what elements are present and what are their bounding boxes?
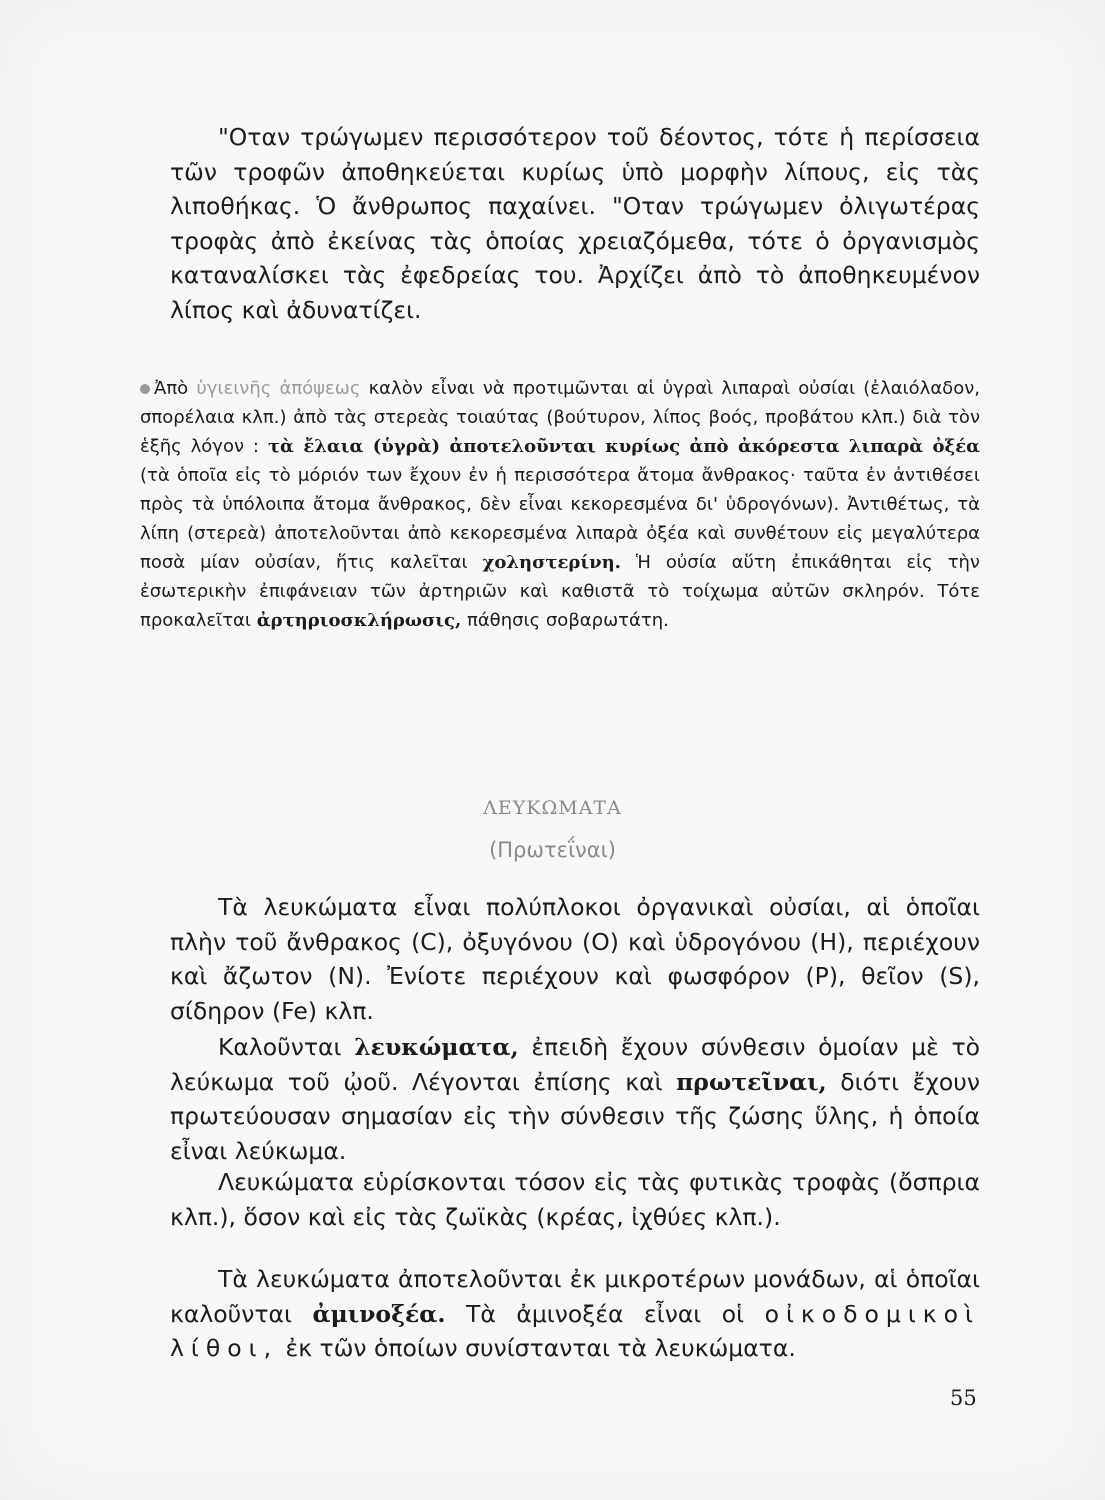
paragraph-3-text: Τὰ λευκώματα εἶναι πολύπλοκοι ὀργανικαὶ οὐσίαι, αἱ ὁποῖαι πλὴν τοῦ ἄνθρακος (C), ὀξυγόνου (O) καὶ ὑδρογόνου (H), περιέχουν καὶ ἄζωτον (N). Ἐνίοτε περιέχουν καὶ φωσφόρον (P), θεῖον (S), σίδηρον (Fe) κλπ. — [170, 893, 980, 1025]
section-subtitle: (Πρωτεΐναι) — [489, 838, 616, 862]
paragraph-4-part2: ἐπειδὴ ἔχουν σύνθεσιν ὁμοίαν μὲ τὸ λεύκωμα τοῦ ᾠοῦ. Λέγονται ἐπίσης καὶ — [170, 1033, 980, 1096]
paragraph-6-part1: Τὰ λευκώματα ἀποτελοῦνται ἐκ μικροτέρων μονάδων, αἱ ὁποῖαι καλοῦνται — [170, 1265, 980, 1328]
paragraph-1-text: "Οταν τρώγωμεν περισσότερον τοῦ δέοντος, τότε ἡ περίσσεια τῶν τροφῶν ἀποθηκεύεται κυρίως ὑπὸ μορφὴν λίπους, εἰς τὰς λιποθήκας. Ὁ ἄνθρωπος παχαίνει. "Οταν τρώγωμεν ὀλιγωτέρας τροφὰς ἀπὸ ἐκείνας τὰς ὁποίας χρειαζόμεθα, τότε ὁ ὀργανισμὸς καταναλίσκει τὰς ἐφεδρείας του. Ἀρχίζει ἀπὸ τὸ ἀποθηκευμένον λίπος καὶ ἀδυνατίζει. — [170, 123, 980, 324]
paragraph-6-bold1: ἀμινοξέα. — [312, 1299, 446, 1328]
paragraph-4-part1: Καλοῦνται — [218, 1033, 342, 1061]
paragraph-text — [170, 890, 980, 1028]
paragraph-text — [140, 374, 980, 635]
paragraph-2-lead-faint: ὑγιεινῆς ἀπόψεως — [196, 378, 361, 399]
section-title: ΛΕΥΚΩΜΑΤΑ — [483, 797, 622, 819]
paragraph-amino-acids — [170, 1262, 980, 1366]
paragraph-6-part2: Τὰ ἀμινοξέα εἶναι οἱ — [466, 1299, 745, 1328]
paragraph-2-part1: καλὸν εἶναι νὰ προτιμῶνται αἱ ὑγραὶ λιπαραὶ οὐσίαι (ἐλαιόλαδον, σπορέλαια κλπ.) ἀπὸ τὰς στερεὰς τοιαύτας (βούτυρον, λίπος βοός, προβάτου κλπ.) διὰ τὸν ἑξῆς λόγον : — [140, 378, 980, 457]
paragraph-4-part3: διότι ἔχουν πρωτεύουσαν σημασίαν εἰς τὴν σύνθεσιν τῆς ζώσης ὕλης, ἡ ὁποία εἶναι λεύκωμα. — [170, 1067, 981, 1165]
paragraph-protein-naming — [170, 1030, 980, 1168]
paragraph-2-bold1: τὰ ἔλαια (ὑγρὰ) ἀποτελοῦνται κυρίως ἀπὸ ἀκόρεστα λιπαρὰ ὀξέα — [267, 436, 981, 457]
paragraph-2-part2: (τὰ ὁποῖα εἰς τὸ μόριόν των ἔχουν ἐν ἡ περισσότερα ἄτομα ἄνθρακος· ταῦτα ἐν ἀντιθέσει πρὸς τὰ ὑπόλοιπα ἄτομα ἄνθρακος, δὲν εἶναι κεκορεσμένα δι' ὑδρογόνων). Ἀντιθέτως, τὰ λίπη (στερεὰ) ἀποτελοῦνται ἀπὸ κεκορεσμένα λιπαρὰ ὀξέα καὶ συνθέτουν εἰς μεγαλύτερα ποσὰ μίαν οὐσίαν, ἥτις καλεῖται — [140, 465, 980, 573]
paragraph-protein-sources — [170, 1165, 980, 1234]
paragraph-text — [170, 1262, 980, 1366]
paragraph-2-lead: Ἀπὸ — [154, 378, 189, 399]
paragraph-4-bold1: λευκώματα, — [354, 1033, 519, 1061]
paragraph-healthy-fats — [140, 374, 980, 635]
paragraph-6-part3: ἐκ τῶν ὁποίων συνίστανται τὰ λευκώματα. — [285, 1334, 796, 1362]
paragraph-text — [170, 1030, 980, 1168]
paragraph-2-part4: πάθησις σοβαρωτάτη. — [466, 610, 669, 631]
paragraph-protein-definition — [170, 890, 980, 1028]
page-number: 55 — [950, 1386, 977, 1410]
paragraph-4-bold2: πρωτεῖναι, — [676, 1067, 827, 1096]
paragraph-text — [170, 1165, 980, 1234]
paragraph-2-part3: Ἡ οὐσία αὕτη ἐπικάθηται εἰς τὴν ἐσωτερικὴν ἐπιφάνειαν τῶν ἀρτηριῶν καὶ καθιστᾶ τὸ τοίχωμα αὐτῶν σκληρόν. Τότε προκαλεῖται — [140, 552, 980, 631]
paragraph-5-text: Λευκώματα εὑρίσκονται τόσον εἰς τὰς φυτικὰς τροφὰς (ὄσπρια κλπ.), ὅσον καὶ εἰς τὰς ζωϊκὰς (κρέας, ἰχθύες κλπ.). — [170, 1168, 980, 1231]
bullet-icon — [140, 384, 150, 394]
paragraph-2-bold2: χοληστερίνη. — [482, 552, 621, 573]
paragraph-6-spaced: οἰκοδομικοὶ λίθοι, — [170, 1299, 980, 1362]
paragraph-fat-storage — [170, 120, 980, 327]
paragraph-2-bold3: ἀρτηριοσκλήρωσις, — [256, 610, 462, 631]
paragraph-text — [170, 120, 980, 327]
